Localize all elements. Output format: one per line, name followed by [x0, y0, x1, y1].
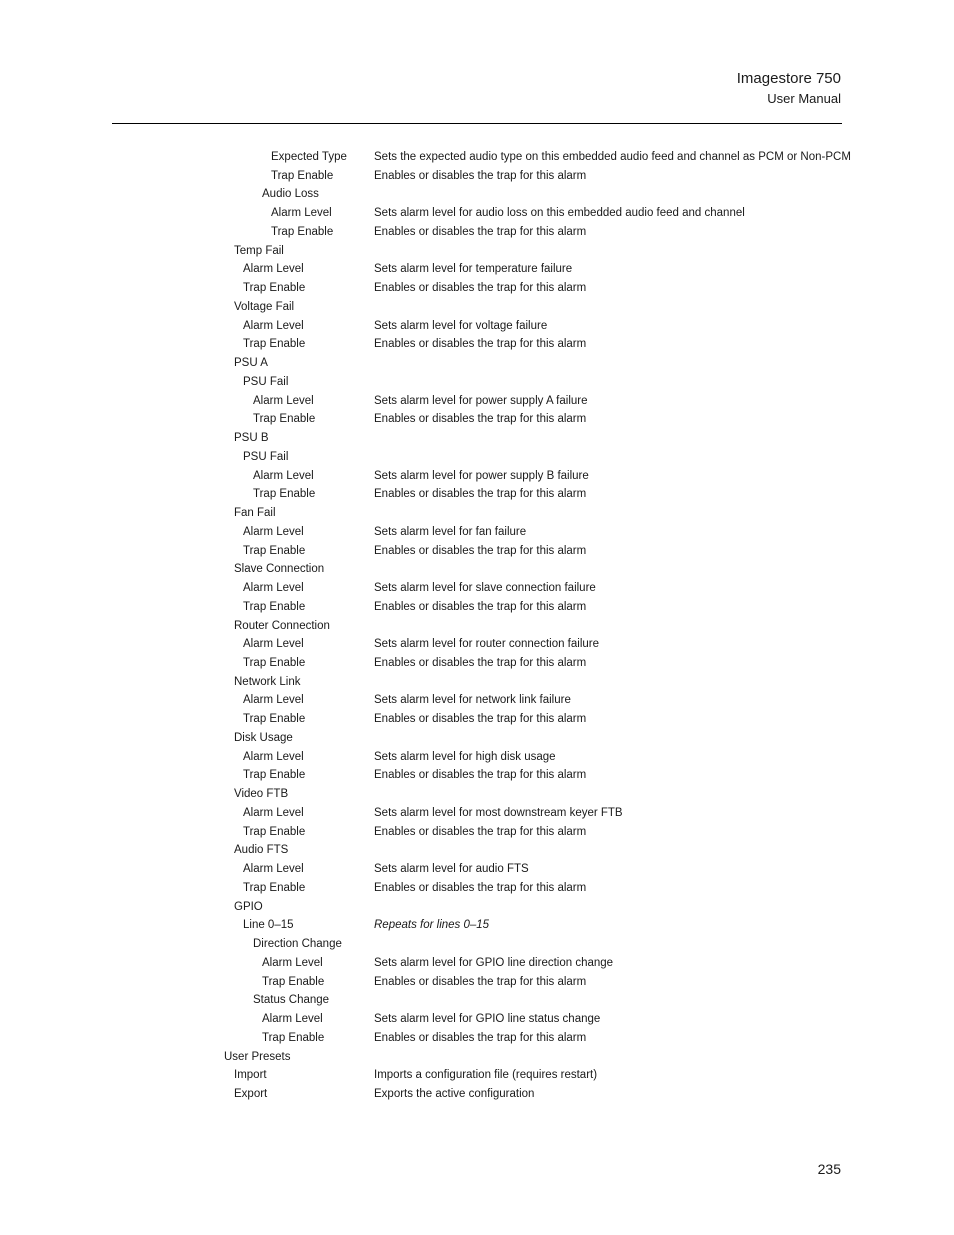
parameter-label: Disk Usage	[234, 731, 293, 744]
parameter-label: Status Change	[253, 994, 330, 1007]
table-row	[0, 916, 954, 935]
table-row	[0, 373, 954, 392]
table-row	[0, 1048, 954, 1067]
parameter-label: Alarm Level	[271, 207, 332, 220]
manual-title: Imagestore 750	[736, 70, 841, 87]
parameter-description: Sets alarm level for audio FTS	[374, 863, 529, 876]
parameter-description: Enables or disables the trap for this alarm	[374, 282, 587, 295]
table-row	[0, 354, 954, 373]
page-number: 235	[817, 1161, 841, 1177]
parameter-label: Export	[234, 1088, 268, 1100]
parameter-description: Enables or disables the trap for this alarm	[374, 338, 587, 351]
table-row	[0, 654, 954, 673]
table-row	[0, 973, 954, 992]
parameter-description: Sets alarm level for most downstream keyer FTB	[374, 806, 623, 819]
table-row	[0, 879, 954, 898]
table-row	[0, 766, 954, 785]
parameter-label: GPIO	[234, 900, 263, 913]
parameter-description: Enables or disables the trap for this alarm	[374, 225, 587, 238]
manual-subtitle: User Manual	[767, 91, 841, 106]
parameter-label: Trap Enable	[253, 413, 316, 426]
parameter-label: PSU A	[234, 357, 268, 370]
table-row	[0, 504, 954, 523]
table-row	[0, 392, 954, 411]
parameter-label: User Presets	[224, 1050, 291, 1063]
parameter-description: Imports a configuration file (requires restart)	[374, 1069, 598, 1082]
parameter-label: Trap Enable	[262, 1031, 325, 1044]
table-row	[0, 617, 954, 636]
parameter-description: Exports the active configuration	[374, 1088, 535, 1100]
parameter-description: Enables or disables the trap for this alarm	[374, 413, 587, 426]
parameter-description: Repeats for lines 0–15	[374, 919, 490, 932]
table-row	[0, 748, 954, 767]
parameter-description: Sets alarm level for high disk usage	[374, 750, 556, 763]
table-row	[0, 223, 954, 242]
parameter-label: Trap Enable	[243, 282, 306, 295]
parameter-label: Temp Fail	[234, 244, 284, 257]
table-row	[0, 841, 954, 860]
table-row	[0, 467, 954, 486]
parameter-label: Trap Enable	[243, 544, 306, 557]
parameter-label: Alarm Level	[262, 1013, 323, 1026]
table-row	[0, 542, 954, 561]
parameter-label: Slave Connection	[234, 563, 325, 576]
parameter-label: PSU Fail	[243, 450, 289, 463]
parameter-label: Trap Enable	[243, 825, 306, 838]
table-row	[0, 1010, 954, 1029]
table-row	[0, 823, 954, 842]
parameter-description: Enables or disables the trap for this alarm	[374, 975, 587, 988]
parameter-label: Network Link	[234, 675, 301, 688]
table-row	[0, 785, 954, 804]
parameter-label: Trap Enable	[271, 225, 334, 238]
table-row	[0, 673, 954, 692]
table-row	[0, 260, 954, 279]
header-divider	[112, 123, 842, 124]
parameter-label: Alarm Level	[243, 694, 304, 707]
table-row	[0, 898, 954, 917]
table-row	[0, 691, 954, 710]
parameter-description: Sets alarm level for voltage failure	[374, 319, 548, 332]
table-row	[0, 860, 954, 879]
table-row	[0, 710, 954, 729]
table-row	[0, 804, 954, 823]
parameter-label: Alarm Level	[243, 582, 304, 595]
parameter-label: Import	[234, 1069, 267, 1082]
table-row	[0, 410, 954, 429]
parameter-description: Enables or disables the trap for this alarm	[374, 825, 587, 838]
parameter-label: Line 0–15	[243, 919, 294, 932]
parameter-label: Alarm Level	[243, 863, 304, 876]
parameter-label: Expected Type	[271, 151, 347, 163]
parameter-description: Sets alarm level for GPIO line status change	[374, 1013, 601, 1026]
parameter-label: Trap Enable	[243, 769, 306, 782]
table-row	[0, 167, 954, 186]
table-row	[0, 1085, 954, 1104]
table-row	[0, 448, 954, 467]
table-row	[0, 560, 954, 579]
table-row	[0, 298, 954, 317]
parameter-label: Alarm Level	[253, 394, 314, 407]
parameter-description: Enables or disables the trap for this alarm	[374, 1031, 587, 1044]
table-row	[0, 954, 954, 973]
parameter-label: Voltage Fail	[234, 300, 295, 313]
table-row	[0, 242, 954, 261]
parameter-label: Alarm Level	[243, 806, 304, 819]
table-row	[0, 485, 954, 504]
parameter-description: Enables or disables the trap for this alarm	[374, 713, 587, 726]
table-row	[0, 991, 954, 1010]
parameter-label: Alarm Level	[253, 469, 314, 482]
parameter-label: Direction Change	[253, 938, 342, 951]
parameter-label: Alarm Level	[243, 525, 304, 538]
table-row	[0, 429, 954, 448]
parameter-description: Enables or disables the trap for this alarm	[374, 769, 587, 782]
parameter-description: Sets alarm level for power supply B failure	[374, 469, 589, 482]
parameter-description: Sets alarm level for slave connection failure	[374, 582, 596, 595]
parameter-description: Sets alarm level for network link failure	[374, 694, 571, 707]
parameter-label: Alarm Level	[243, 263, 304, 276]
parameter-description: Enables or disables the trap for this alarm	[374, 656, 587, 669]
parameter-description: Sets alarm level for GPIO line direction change	[374, 956, 614, 969]
parameter-description: Sets alarm level for temperature failure	[374, 263, 573, 276]
parameter-label: Audio FTS	[234, 844, 289, 857]
parameter-label: Trap Enable	[243, 881, 306, 894]
parameter-label: Video FTB	[234, 788, 289, 801]
parameter-description: Enables or disables the trap for this alarm	[374, 881, 587, 894]
parameter-label: Audio Loss	[262, 188, 319, 201]
parameter-label: Trap Enable	[262, 975, 325, 988]
parameter-description: Enables or disables the trap for this alarm	[374, 169, 587, 182]
parameter-label: Fan Fail	[234, 507, 276, 520]
table-row	[0, 317, 954, 336]
table-row	[0, 729, 954, 748]
parameter-label: Alarm Level	[243, 750, 304, 763]
table-row	[0, 204, 954, 223]
parameter-label: Trap Enable	[243, 656, 306, 669]
parameter-label: Trap Enable	[271, 169, 334, 182]
parameter-label: Trap Enable	[243, 600, 306, 613]
table-row	[0, 185, 954, 204]
table-row	[0, 1029, 954, 1048]
parameter-description: Sets the expected audio type on this embedded audio feed and channel as PCM or Non-PCM	[374, 151, 851, 163]
table-row	[0, 935, 954, 954]
parameter-label: PSU B	[234, 432, 269, 445]
parameter-description: Enables or disables the trap for this alarm	[374, 544, 587, 557]
parameter-label: Trap Enable	[243, 338, 306, 351]
parameter-label: Router Connection	[234, 619, 330, 632]
parameter-label: Trap Enable	[253, 488, 316, 501]
table-row	[0, 279, 954, 298]
table-row	[0, 523, 954, 542]
parameter-description: Sets alarm level for audio loss on this embedded audio feed and channel	[374, 207, 745, 220]
parameter-label: Alarm Level	[262, 956, 323, 969]
parameter-description: Sets alarm level for router connection failure	[374, 638, 599, 651]
table-row	[0, 148, 954, 167]
parameter-description: Enables or disables the trap for this alarm	[374, 488, 587, 501]
parameter-label: PSU Fail	[243, 375, 289, 388]
table-row	[0, 579, 954, 598]
parameter-label: Alarm Level	[243, 638, 304, 651]
parameter-description: Enables or disables the trap for this alarm	[374, 600, 587, 613]
table-row	[0, 1066, 954, 1085]
table-row	[0, 335, 954, 354]
parameter-description: Sets alarm level for power supply A failure	[374, 394, 588, 407]
parameter-description: Sets alarm level for fan failure	[374, 525, 527, 538]
parameter-label: Trap Enable	[243, 713, 306, 726]
parameter-label: Alarm Level	[243, 319, 304, 332]
table-row	[0, 635, 954, 654]
table-row	[0, 598, 954, 617]
